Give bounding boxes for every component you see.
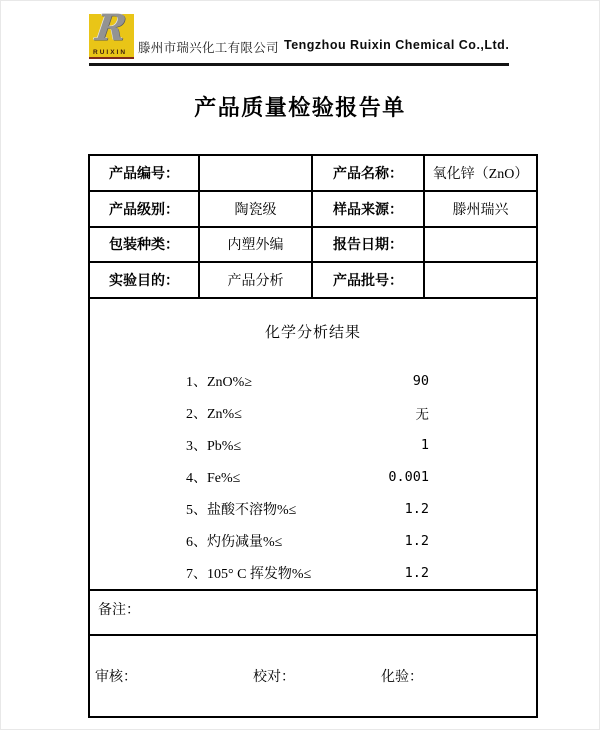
analysis-item-value: 1.2 [404,533,429,549]
analysis-item-ignition-loss [90,525,536,557]
analysis-section [90,299,536,591]
analysis-item-name: 6、灼伤减量%≤ [186,535,283,550]
logo-brand-text: RUIXIN [93,49,128,56]
company-name-cn: 滕州市瑞兴化工有限公司 [138,41,279,55]
header-divider [89,63,509,66]
analysis-item-value: 90 [412,373,429,389]
value-report-date [425,228,536,264]
page-title: 产品质量检验报告单 [194,95,406,120]
analysis-item-name: 5、盐酸不溶物%≤ [186,503,297,518]
analysis-item-name: 4、Fe%≤ [186,471,241,486]
analysis-item-name: 3、Pb%≤ [186,439,242,454]
analysis-item-zno [90,365,536,397]
value-batch-number [425,263,536,299]
analysis-item-value: 无 [415,407,429,423]
label-product-grade: 产品级别： [90,192,200,228]
company-name-en: Tengzhou Ruixin Chemical Co.,Ltd. [284,38,510,52]
signature-test-label: 化验： [381,670,423,685]
signature-row [90,636,536,716]
analysis-item-volatiles-105c [90,557,536,589]
logo-monogram-icon: R [93,7,129,49]
signature-proofread-label: 校对： [253,670,295,685]
company-logo [89,7,134,59]
analysis-item-zn [90,397,536,429]
label-batch-number: 产品批号： [313,263,425,299]
label-product-name: 产品名称： [313,156,425,192]
signature-review-label: 审核： [95,670,137,685]
remarks-label: 备注： [98,603,140,618]
value-sample-source: 滕州瑞兴 [425,192,536,228]
analysis-section-title: 化学分析结果 [264,325,361,341]
label-report-date: 报告日期： [313,228,425,264]
analysis-item-value: 1 [420,437,429,453]
analysis-item-value: 1.2 [404,501,429,517]
info-grid [90,156,536,299]
analysis-item-value: 1.2 [404,565,429,581]
analysis-item-value: 0.001 [388,469,429,485]
analysis-item-name: 7、105° C 挥发物%≤ [186,567,312,582]
value-product-code [200,156,313,192]
value-product-grade: 陶瓷级 [200,192,313,228]
label-packaging-type: 包装种类： [90,228,200,264]
analysis-item-hcl-insoluble [90,493,536,525]
value-test-purpose: 产品分析 [200,263,313,299]
label-test-purpose: 实验目的： [90,263,200,299]
analysis-items [90,365,536,589]
report-table [88,154,538,718]
remarks-row [90,591,536,636]
label-product-code: 产品编号： [90,156,200,192]
analysis-item-fe [90,461,536,493]
value-packaging-type: 内塑外编 [200,228,313,264]
value-product-name: 氧化锌（ZnO） [425,156,536,192]
analysis-item-name: 2、Zn%≤ [186,407,242,422]
analysis-item-pb [90,429,536,461]
label-sample-source: 样品来源： [313,192,425,228]
analysis-item-name: 1、ZnO%≥ [186,375,253,390]
